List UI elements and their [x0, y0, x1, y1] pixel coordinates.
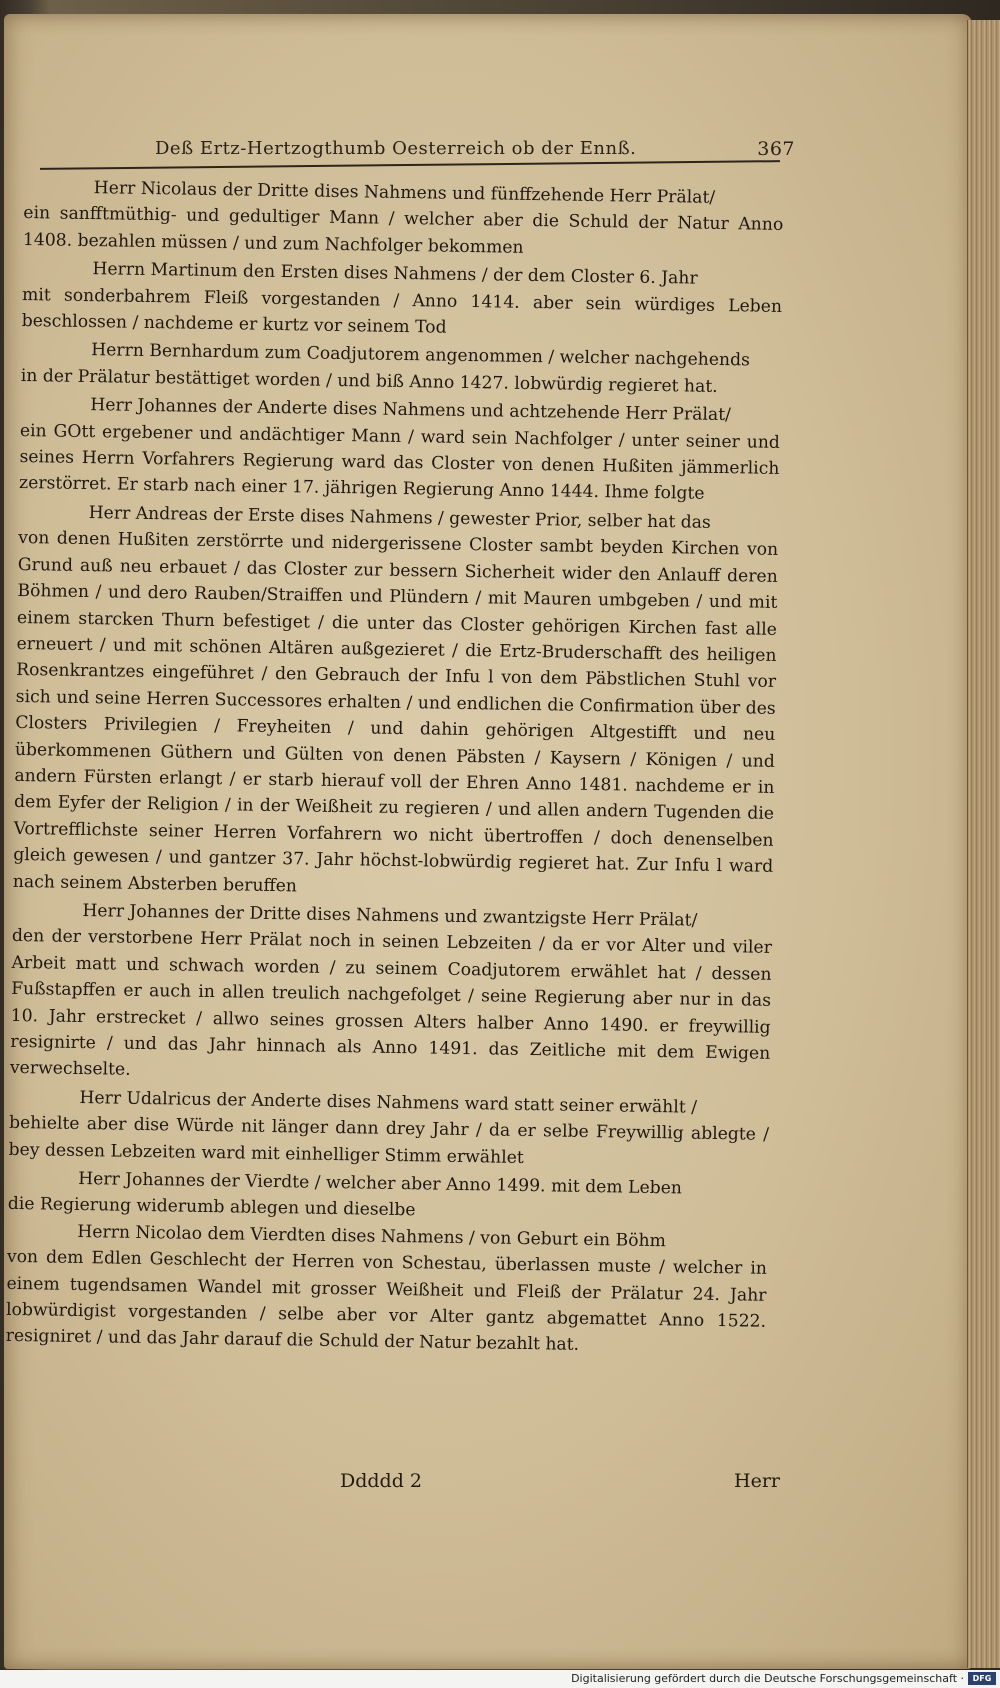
signature-mark: Ddddd 2 [340, 1470, 423, 1492]
paragraph-first-line: Herr Johannes der Anderte dises Nahmens und achtzehende Herr Prälat/ [90, 395, 732, 426]
catchword: Herr [734, 1470, 780, 1492]
dfg-logo-icon: DFG [968, 1672, 996, 1685]
page-number: 367 [757, 138, 795, 160]
paragraph-body: ein sanfftmüthig- und gedultiger Mann / welcher aber die Schuld der Natur Anno 1408. bezahlen müssen / und zum Nachfolger bekommen [22, 203, 784, 258]
running-head-title: Deß Ertz-Hertzogthumb Oesterreich ob der Ennß. [155, 138, 637, 159]
paragraph-body: ein GOtt ergebener und andächtiger Mann / ward sein Nachfolger / unter seiner und seines Herrn Vorfahrers Regierung ward das Closter von denen Hußiten jämmerlich zerstörret. Er starb nach einer 17. jährigen Regierung Anno 1444. Ihme folgte [18, 420, 781, 505]
paragraph-body: von dem Edlen Geschlecht der Herren von Schestau, überlassen muste / welcher in einem tugendsamen Wandel mit grosser Weißheit und Fleiß der Prälatur 24. Jahr lobwürdigist vorgestanden / selbe aber vor Alter gantz abgemattet Anno 1522. resigniret / und das Jahr darauf die Schuld der Natur bezahlt hat. [5, 1247, 768, 1356]
paragraph-first-line: Herr Udalricus der Anderte dises Nahmens ward statt seiner erwählt / [79, 1087, 698, 1118]
paragraph [10, 897, 773, 1094]
body-text [5, 172, 783, 1362]
paragraph-first-line: Herr Johannes der Vierdte / welcher aber Anno 1499. mit dem Leben [78, 1169, 683, 1199]
paragraph [8, 1084, 769, 1175]
paragraph-first-line: Herrn Martinum den Ersten dises Nahmens / der dem Closter 6. Jahr [92, 259, 698, 289]
paragraph-first-line: Herrn Nicolao dem Vierdten dises Nahmens / von Geburt ein Böhm [77, 1221, 667, 1252]
paragraph [23, 174, 784, 265]
paragraph-body: in der Prälatur bestättiget worden / und biß Anno 1427. lobwürdig regieret hat. [20, 365, 718, 397]
paragraph [19, 391, 781, 509]
paragraph [21, 336, 782, 401]
paragraph-body: den der verstorbene Herr Prälat noch in seinen Lebzeiten / da er vor Alter und viler Arbeit matt und schwach worden / zu seinem Coadjutorem erwählet hat / dessen Fußstapffen er auch in allen treulich nachgefolget / seine Regierung aber nur in das 10. Jahr erstrecket / allwo seines grossen Alters halber Anno 1490. er freywillig resignirte / und das Jahr hinnach als Anno 1491. das Zeitliche mit dem Ewigen verwechselte. [9, 926, 773, 1081]
paragraph-first-line: Herr Andreas der Erste dises Nahmens / gewester Prior, selber hat das [88, 502, 711, 533]
paragraph [13, 499, 779, 907]
paragraph-body: die Regierung widerumb ablegen und dieselbe [7, 1194, 416, 1221]
paragraph-first-line: Herrn Bernhardum zum Coadjutorem angenommen / welcher nachgehends [91, 340, 751, 371]
page-fore-edge [967, 20, 1000, 1668]
paragraph-body: behielte aber dise Würde nit länger dann drey Jahr / da er selbe Freywillig ablegte / bey dessen Lebzeiten ward mit einhelliger Stimm erwählet [8, 1113, 770, 1168]
paragraph-body: mit sonderbahrem Fleiß vorgestanden / Anno 1414. aber sein würdiges Leben beschlossen / nachdeme er kurtz vor seinem Tod [21, 284, 783, 338]
digitization-footer [0, 1670, 1000, 1688]
paragraph [21, 255, 782, 346]
paragraph-first-line: Herr Nicolaus der Dritte dises Nahmens und fünffzehende Herr Prälat/ [93, 178, 716, 208]
paragraph-first-line: Herr Johannes der Dritte dises Nahmens und zwantzigste Herr Prälat/ [82, 900, 698, 931]
paragraph-body: von denen Hußiten zerstörrte und nidergerissene Closter sambt beyden Kirchen von Grund auß neu erbauet / das Closter zur bessern Sicherheit wider den Anlauff deren Böhmen / und dero Rauben/Straiffen und Plündern / mit Mauren umbgeben / und mit einem starcken Thurn befestiget / die unter das Closter gehörigen Kirchen fast alle erneuert / und mit schönen Altären außgezieret / die Ertz-Bruderschafft des heiligen Rosenkrantzes eingeführet / den Gebrauch der Infu l von dem Päbstlichen Stuhl vor sich und seine Herren Successores erhalten / und endlichen die Confirmation über des Closters Privilegien / Freyheiten / und dahin gehörigen Altgestifft und neu überkommenen Güthern und Gülten von denen Päbsten / Kaysern / Königen / und andern Fürsten erlangt / er starb hierauf voll der Ehren Anno 1481. nachdeme er in dem Eyfer der Religion / in der Weißheit zu regieren / und allen andern Tugenden die Vortrefflichste seiner Herren Vorfahrern wo nicht übertroffen / doch denenselben gleich gewesen / und gantzer 37. Jahr höchst-lobwürdig regieret hat. Zur Infu l ward nach seinem Absterben beruffen [12, 528, 779, 896]
page-catchwords [340, 1470, 780, 1500]
funding-credit: Digitalisierung gefördert durch die Deutsche Forschungsgemeinschaft · [571, 1672, 964, 1685]
paragraph [5, 1218, 767, 1362]
